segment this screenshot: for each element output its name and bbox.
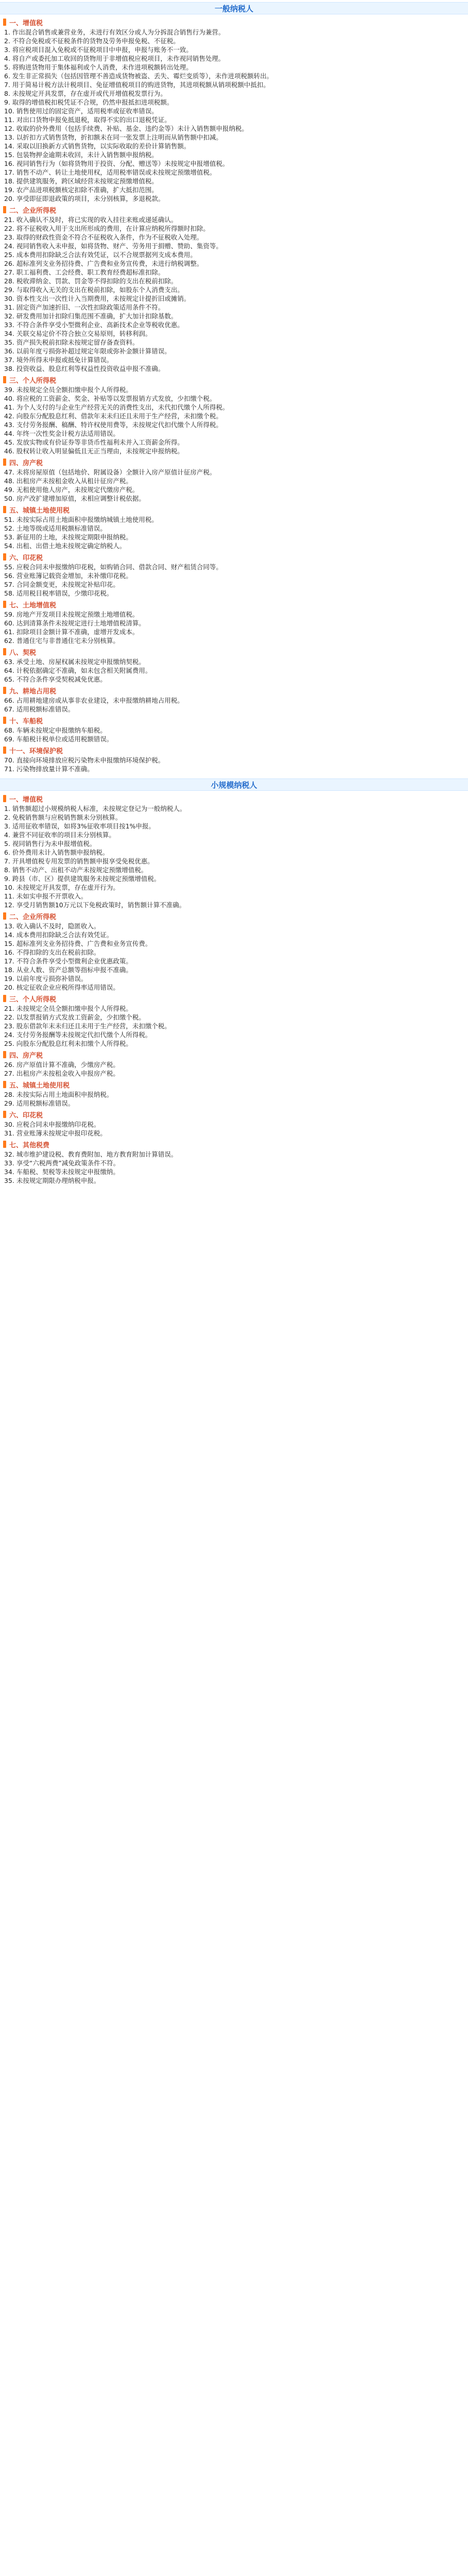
list-item: 58. 适用税目税率错误，少缴印花税。 xyxy=(4,589,113,597)
list-item: 20. 享受即征即退政策的项目，未分别核算，多退税款。 xyxy=(4,195,165,202)
list-item: 21. 收入确认不及时，将已实现的收入挂往来账或递延确认。 xyxy=(4,216,178,224)
bullet-bar-icon xyxy=(3,648,6,655)
list-item: 4. 将自产或委托加工收回的货物用于非增值税应税项目，未作视同销售处理。 xyxy=(4,55,225,62)
list-item: 5. 视同销售行为未申报增值税。 xyxy=(4,840,96,848)
subsection-title: 六、印花税 xyxy=(9,1111,43,1120)
list-item: 43. 支付劳务报酬、稿酬、特许权使用费等，未按规定代扣代缴个人所得税。 xyxy=(4,421,222,429)
list-item: 25. 向股东分配股息红利未扣缴个人所得税。 xyxy=(4,1040,132,1047)
list-item: 13. 收入确认不及时，隐匿收入。 xyxy=(4,922,100,930)
subsection-title: 一、增值税 xyxy=(9,795,43,804)
bullet-bar-icon xyxy=(3,795,6,802)
subsection-title: 五、城镇土地使用税 xyxy=(9,506,70,515)
list-item: 18. 从业人数、资产总额等指标申报不准确。 xyxy=(4,966,132,974)
subsection-title: 七、其他税费 xyxy=(9,1141,50,1149)
subsection-title: 四、房产税 xyxy=(9,459,43,467)
list-item: 7. 开具增值税专用发票的销售额申报享受免税优惠。 xyxy=(4,857,154,865)
list-item: 41. 为个人支付的与企业生产经营无关的消费性支出，未代扣代缴个人所得税。 xyxy=(4,403,229,411)
list-item: 40. 将应税的工资薪金、奖金、补贴等以发票报销方式发放，少扣缴个税。 xyxy=(4,395,216,402)
list-item: 39. 未按规定全员全额扣缴申报个人所得税。 xyxy=(4,386,132,394)
subsection-header xyxy=(0,600,468,609)
list-item: 14. 采取以旧换新方式销售货物，以实际收取的差价计算销售额。 xyxy=(4,142,190,150)
list-item: 27. 职工福利费、工会经费、职工教育经费超标准扣除。 xyxy=(4,268,165,276)
list-item: 47. 未将房屋原值（包括地价、附属设备）全额计入房产原值计征房产税。 xyxy=(4,468,216,476)
subsection-header xyxy=(0,686,468,695)
subsection-header xyxy=(0,1110,468,1119)
subsection-title: 九、耕地占用税 xyxy=(9,687,57,696)
bullet-bar-icon xyxy=(3,601,6,608)
subsection-header xyxy=(0,647,468,656)
list-item: 26. 房产原值计算不准确，少缴房产税。 xyxy=(4,1061,119,1069)
list-item: 11. 对出口货物申报免抵退税，取得不实的出口退税凭证。 xyxy=(4,116,171,124)
subsection-header xyxy=(0,911,468,921)
list-item: 21. 未按规定全员全额扣缴申报个人所得税。 xyxy=(4,1005,132,1012)
list-item: 56. 营业账簿记载资金增加，未补缴印花税。 xyxy=(4,572,132,580)
subsection-title: 七、土地增值税 xyxy=(9,601,57,609)
subsection-header xyxy=(0,457,468,467)
list-item: 15. 超标准列支业务招待费、广告费和业务宣传费。 xyxy=(4,940,152,947)
subsection-header xyxy=(0,205,468,214)
bullet-bar-icon xyxy=(3,376,6,383)
list-item: 29. 与取得收入无关的支出在税前扣除，如股东个人消费支出。 xyxy=(4,286,184,294)
list-item: 30. 资本性支出一次性计入当期费用，未按规定计提折旧或摊销。 xyxy=(4,295,190,302)
subsection-title: 三、个人所得税 xyxy=(9,377,57,385)
list-item: 8. 未按规定开具发票，存在虚开或代开增值税发票行为。 xyxy=(4,90,167,97)
list-item: 64. 计税依据确定不准确，如未包含相关附属费用。 xyxy=(4,667,152,674)
list-item: 5. 将购进货物用于集体福利或个人消费，未作进项税额转出处理。 xyxy=(4,63,193,71)
subsection-header xyxy=(0,552,468,562)
subsection-title: 八、契税 xyxy=(9,649,37,657)
subsection-header xyxy=(0,794,468,803)
list-item: 46. 股权转让收入明显偏低且无正当理由，未按规定申报纳税。 xyxy=(4,447,184,455)
list-item: 23. 取得的财政性资金不符合不征税收入条件，作为不征税收入处理。 xyxy=(4,233,203,241)
bullet-bar-icon xyxy=(3,995,6,1002)
bullet-bar-icon xyxy=(3,1051,6,1058)
list-item: 3. 将应税项目混入免税或不征税项目中申报，申报与账务不一致。 xyxy=(4,46,193,54)
list-item: 28. 未按实际占用土地面积申报纳税。 xyxy=(4,1091,113,1098)
subsection-header xyxy=(0,994,468,1003)
list-item: 25. 成本费用扣除缺乏合法有效凭证，以不合规票据列支成本费用。 xyxy=(4,251,197,259)
subsection-header xyxy=(0,745,468,755)
list-item: 35. 未按规定期限办理纳税申报。 xyxy=(4,1177,100,1184)
subsection-title: 五、城镇土地使用税 xyxy=(9,1081,70,1090)
list-item: 69. 车船税计税单位或适用税额错误。 xyxy=(4,735,113,743)
list-item: 49. 无租使用他人房产，未按规定代缴房产税。 xyxy=(4,486,139,494)
list-item: 71. 污染物排放量计算不准确。 xyxy=(4,765,94,773)
list-item: 50. 房产改扩建增加原值，未相应调整计税依据。 xyxy=(4,495,145,502)
bullet-bar-icon xyxy=(3,506,6,513)
subsection-title: 六、印花税 xyxy=(9,554,43,562)
list-item: 33. 不符合条件享受小型微利企业、高新技术企业等税收优惠。 xyxy=(4,321,184,329)
list-item: 32. 城市维护建设税、教育费附加、地方教育附加计算错误。 xyxy=(4,1150,178,1158)
list-item: 32. 研发费用加计扣除归集范围不准确，扩大加计扣除基数。 xyxy=(4,312,178,320)
subsection-header xyxy=(0,1050,468,1059)
bullet-bar-icon xyxy=(3,1081,6,1088)
list-item: 52. 土地等级或适用税额标准错误。 xyxy=(4,524,107,532)
subsection-header xyxy=(0,1140,468,1149)
list-item: 70. 直接向环境排放应税污染物未申报缴纳环境保护税。 xyxy=(4,756,165,764)
list-item: 14. 成本费用扣除缺乏合法有效凭证。 xyxy=(4,931,113,939)
bullet-bar-icon xyxy=(3,747,6,754)
list-item: 68. 车辆未按规定申报缴纳车船税。 xyxy=(4,726,107,734)
list-item: 27. 出租房产未按租金收入申报房产税。 xyxy=(4,1070,119,1077)
bullet-bar-icon xyxy=(3,553,6,561)
list-item: 22. 将不征税收入用于支出所形成的费用，在计算应纳税所得额时扣除。 xyxy=(4,225,210,232)
list-item: 54. 出租、出借土地未按规定确定纳税人。 xyxy=(4,542,126,550)
list-item: 9. 跨县（市、区）提供建筑服务未按规定预缴增值税。 xyxy=(4,875,161,883)
list-item: 62. 普通住宅与非普通住宅未分别核算。 xyxy=(4,637,119,645)
list-item: 8. 销售不动产、出租不动产未按规定预缴增值税。 xyxy=(4,866,148,874)
list-item: 53. 新征用的土地，未按规定期限申报纳税。 xyxy=(4,533,132,541)
list-item: 18. 提供建筑服务，跨区域经营未按规定预缴增值税。 xyxy=(4,177,158,185)
list-item: 2. 不符合免税或不征税条件的货物及劳务申报免税、不征税。 xyxy=(4,37,180,45)
subsection-title: 四、房产税 xyxy=(9,1052,43,1060)
subsection-header xyxy=(0,716,468,725)
list-item: 26. 超标准列支业务招待费、广告费和业务宣传费，未进行纳税调整。 xyxy=(4,260,203,267)
list-item: 4. 兼营不同征收率的项目未分别核算。 xyxy=(4,831,115,839)
subsection-title: 三、个人所得税 xyxy=(9,995,57,1004)
list-item: 65. 不符合条件享受契税减免优惠。 xyxy=(4,675,107,683)
list-item: 45. 发放实物或有价证券等非货币性福利未并入工资薪金所得。 xyxy=(4,438,184,446)
list-item: 29. 适用税额标准错误。 xyxy=(4,1099,75,1107)
list-item: 35. 资产损失税前扣除未按规定留存备查资料。 xyxy=(4,338,139,346)
list-item: 10. 未按规定开具发票，存在虚开行为。 xyxy=(4,884,119,891)
list-item: 23. 股东借款年末未归还且未用于生产经营，未扣缴个税。 xyxy=(4,1022,171,1030)
subsection-title: 二、企业所得税 xyxy=(9,913,57,921)
bullet-bar-icon xyxy=(3,459,6,466)
list-item: 19. 以前年度亏损弥补错误。 xyxy=(4,975,88,982)
list-item: 17. 销售不动产、转让土地使用权，适用税率错误或未按规定预缴增值税。 xyxy=(4,168,216,176)
list-item: 55. 应税合同未申报缴纳印花税，如购销合同、借款合同、财产租赁合同等。 xyxy=(4,563,222,571)
list-item: 11. 未如实申报不开票收入。 xyxy=(4,892,88,900)
section-spacer xyxy=(0,773,468,776)
list-item: 20. 核定征收企业应税所得率适用错误。 xyxy=(4,984,119,991)
subsection-header xyxy=(0,1080,468,1089)
list-item: 16. 视同销售行为（如将货物用于投资、分配、赠送等）未按规定申报增值税。 xyxy=(4,160,229,167)
list-item: 6. 价外费用未计入销售额申报纳税。 xyxy=(4,849,109,856)
bullet-bar-icon xyxy=(3,1111,6,1118)
bullet-bar-icon xyxy=(3,912,6,920)
list-item: 66. 占用耕地建房或从事非农业建设，未申报缴纳耕地占用税。 xyxy=(4,697,184,704)
list-item: 36. 以前年度亏损弥补超过规定年限或弥补金额计算错误。 xyxy=(4,347,171,355)
list-item: 2. 免税销售额与应税销售额未分别核算。 xyxy=(4,814,122,821)
section-spacer xyxy=(0,1185,468,1188)
list-item: 37. 境外所得未申报或抵免计算错误。 xyxy=(4,356,113,364)
list-item: 24. 支付劳务报酬等未按规定代扣代缴个人所得税。 xyxy=(4,1031,152,1039)
list-item: 61. 扣除项目金额计算不准确，虚增开发成本。 xyxy=(4,628,139,636)
list-item: 51. 未按实际占用土地面积申报缴纳城镇土地使用税。 xyxy=(4,516,158,523)
bullet-bar-icon xyxy=(3,717,6,724)
list-item: 13. 以折扣方式销售货物，折扣额未在同一张发票上注明而从销售额中扣减。 xyxy=(4,133,222,141)
subsection-header xyxy=(0,18,468,27)
list-item: 1. 作出混合销售或兼营业务，未进行有效区分或人为分拆混合销售行为兼营。 xyxy=(4,28,225,36)
list-item: 1. 销售额超过小规模纳税人标准，未按规定登记为一般纳税人。 xyxy=(4,805,186,812)
subsection-title: 一、增值税 xyxy=(9,19,43,27)
list-item: 17. 不符合条件享受小型微利企业优惠政策。 xyxy=(4,957,132,965)
section-header: 一般纳税人 xyxy=(0,2,468,14)
list-item: 12. 享受月销售额10万元以下免税政策时，销售额计算不准确。 xyxy=(4,901,186,909)
list-item: 12. 收取的价外费用（包括手续费、补贴、基金、违约金等）未计入销售额申报纳税。 xyxy=(4,125,248,132)
list-item: 7. 用于简易计税方法计税项目、免征增值税项目的购进货物，其进项税额从销项税额中抵扣。 xyxy=(4,81,270,89)
list-item: 28. 税收滞纳金、罚款、罚金等不得扣除的支出在税前扣除。 xyxy=(4,277,178,285)
subsection-title: 二、企业所得税 xyxy=(9,207,57,215)
list-item: 67. 适用税额标准错误。 xyxy=(4,705,75,713)
list-item: 31. 固定资产加速折旧、一次性扣除政策适用条件不符。 xyxy=(4,303,165,311)
list-item: 34. 车船税、契税等未按规定申报缴纳。 xyxy=(4,1168,119,1176)
list-item: 59. 房地产开发项目未按规定预缴土地增值税。 xyxy=(4,611,139,618)
list-item: 48. 出租房产未按租金收入从租计征房产税。 xyxy=(4,477,132,485)
list-item: 57. 合同金额变更，未按规定补贴印花。 xyxy=(4,581,119,588)
subsection-header xyxy=(0,505,468,514)
list-item: 30. 应税合同未申报缴纳印花税。 xyxy=(4,1121,100,1128)
list-item: 24. 视同销售收入未申报，如将货物、财产、劳务用于捐赠、赞助、集资等。 xyxy=(4,242,222,250)
list-item: 15. 包装物押金逾期未收回，未计入销售额申报纳税。 xyxy=(4,151,158,159)
list-item: 34. 关联交易定价不符合独立交易原则，转移利润。 xyxy=(4,330,152,337)
list-item: 31. 营业账簿未按规定申报印花税。 xyxy=(4,1129,107,1137)
bullet-bar-icon xyxy=(3,1141,6,1148)
list-item: 16. 不得扣除的支出在税前扣除。 xyxy=(4,948,100,956)
subsection-header xyxy=(0,375,468,384)
bullet-bar-icon xyxy=(3,687,6,694)
list-item: 6. 发生非正常损失（包括因管理不善造成货物被盗、丢失、霉烂变质等），未作进项税额转出。 xyxy=(4,72,273,80)
list-item: 44. 年终一次性奖金计税方法适用错误。 xyxy=(4,430,119,437)
list-item: 9. 取得的增值税扣税凭证不合规，仍然申报抵扣进项税额。 xyxy=(4,98,174,106)
list-item: 38. 投资收益、股息红利等权益性投资收益申报不准确。 xyxy=(4,365,165,372)
list-item: 10. 销售使用过的固定资产，适用税率或征收率错误。 xyxy=(4,107,158,115)
list-item: 63. 承受土地、房屋权属未按规定申报缴纳契税。 xyxy=(4,658,145,666)
bullet-bar-icon xyxy=(3,206,6,213)
list-item: 22. 以发票报销方式发放工资薪金，少扣缴个税。 xyxy=(4,1013,145,1021)
list-item: 33. 享受“六税两费”减免政策条件不符。 xyxy=(4,1159,120,1167)
list-item: 60. 达到清算条件未按规定进行土地增值税清算。 xyxy=(4,619,145,627)
list-item: 42. 向股东分配股息红利、借款年末未归还且未用于生产经营，未扣缴个税。 xyxy=(4,412,222,420)
subsection-title: 十、车船税 xyxy=(9,717,43,725)
subsection-title: 十一、环境保护税 xyxy=(9,747,63,755)
list-item: 19. 农产品进项税额核定扣除不准确，扩大抵扣范围。 xyxy=(4,186,158,194)
list-item: 3. 适用征收率错误，如将3%征收率项目按1%申报。 xyxy=(4,822,155,830)
section-header: 小规模纳税人 xyxy=(0,778,468,791)
bullet-bar-icon xyxy=(3,19,6,26)
